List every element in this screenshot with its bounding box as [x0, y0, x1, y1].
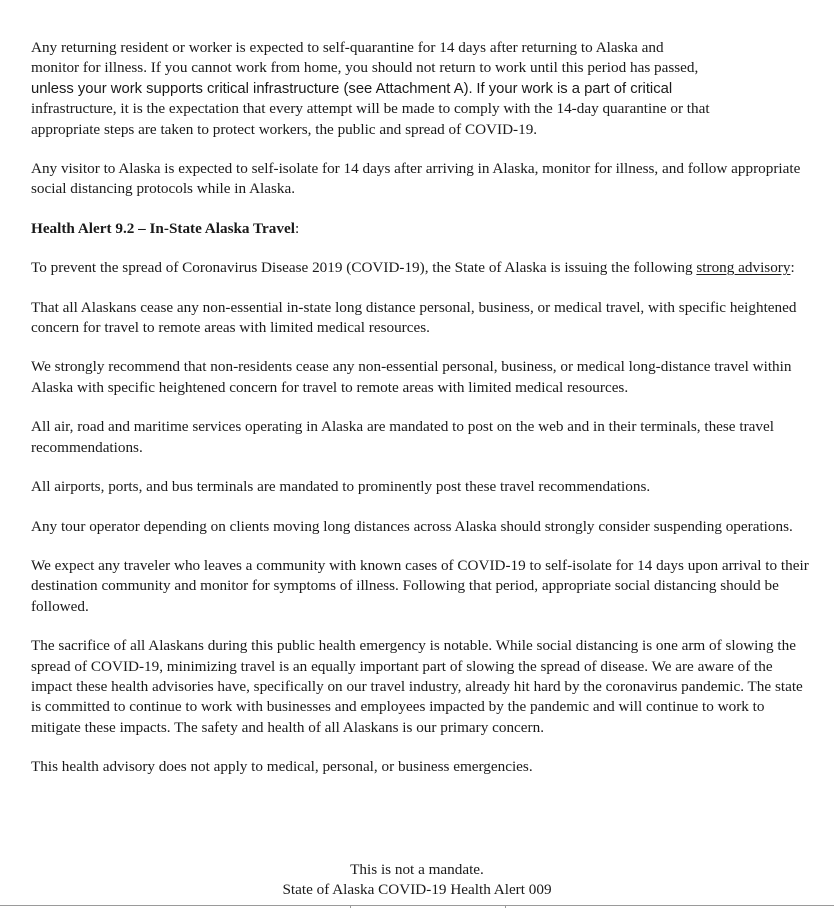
paragraph-emergencies: This health advisory does not apply to medical, personal, or business emergencies. [31, 758, 533, 776]
paragraph-line: infrastructure, it is the expectation that every attempt will be made to comply with the 14-day quarantine or that [31, 100, 710, 118]
section-heading-title: Health Alert 9.2 – In-State Alaska Travel [31, 219, 295, 237]
section-heading [31, 219, 813, 239]
paragraph-services-post: All air, road and maritime services operating in Alaska are mandated to post on the web and in their terminals, these travel recommendations. [31, 418, 774, 456]
paragraph-line [31, 79, 813, 99]
advisory-intro-text: To prevent the spread of Coronavirus Disease 2019 (COVID-19), the State of Alaska is issuing the following [31, 259, 693, 277]
footer-alert-id: State of Alaska COVID-19 Health Alert 009 [282, 881, 552, 898]
footer-mandate-note: This is not a mandate. [350, 861, 484, 878]
paragraph-segment: If your work is a part of critical [476, 80, 673, 97]
paragraph-line: appropriate steps are taken to protect workers, the public and spread of COVID-19. [31, 120, 538, 138]
paragraph-traveler-isolate: We expect any traveler who leaves a community with known cases of COVID-19 to self-isolate for 14 days upon arrival to their destination community and monitor for symptoms of illness. Following that period, appropriate social distancing should be followed. [31, 556, 809, 615]
paragraph-alaskans-cease: That all Alaskans cease any non-essential in-state long distance personal, business, or medical travel, with specific heightened concern for travel to remote areas with limited medical resources. [31, 298, 797, 337]
page-footer [0, 860, 834, 900]
paragraph-advisory-intro [31, 258, 813, 278]
page-bottom-edge [0, 905, 834, 906]
advisory-intro-suffix: : [790, 259, 795, 277]
document-body [31, 38, 813, 797]
strong-advisory-underlined: strong advisory [696, 259, 791, 277]
paragraph-returning-resident [31, 38, 813, 140]
paragraph-line: Any returning resident or worker is expected to self-quarantine for 14 days after returning to Alaska and [31, 39, 664, 56]
paragraph-line: monitor for illness. If you cannot work from home, you should not return to work until this period has passed, [31, 59, 699, 77]
paragraph-tour-operators: Any tour operator depending on clients moving long distances across Alaska should strongly consider suspending operations. [31, 517, 793, 535]
paragraph-segment: unless your work supports critical infrastructure (see Attachment A). [31, 80, 473, 97]
paragraph-terminals-post: All airports, ports, and bus terminals are mandated to prominently post these travel recommendations. [31, 478, 651, 496]
paragraph-sacrifice: The sacrifice of all Alaskans during this public health emergency is notable. While social distancing is one arm of slowing the spread of COVID-19, minimizing travel is an equally important part of slowing the spread of disease. We are aware of the impact these health advisories have, specifically on our travel industry, already hit hard by the coronavirus pandemic. The state is committed to continue to work with businesses and employees impacted by the pandemic and will continue to work to mitigate these impacts. The safety and health of all Alaskans is our primary concern. [31, 637, 803, 736]
paragraph-visitor: Any visitor to Alaska is expected to self-isolate for 14 days after arriving in Alaska, monitor for illness, and follow appropriate social distancing protocols while in Alaska. [31, 160, 801, 198]
paragraph-non-residents: We strongly recommend that non-residents cease any non-essential personal, business, or medical long-distance travel within Alaska with specific heightened concern for travel to remote areas with limited medical resources. [31, 358, 792, 396]
section-heading-suffix: : [294, 219, 300, 237]
